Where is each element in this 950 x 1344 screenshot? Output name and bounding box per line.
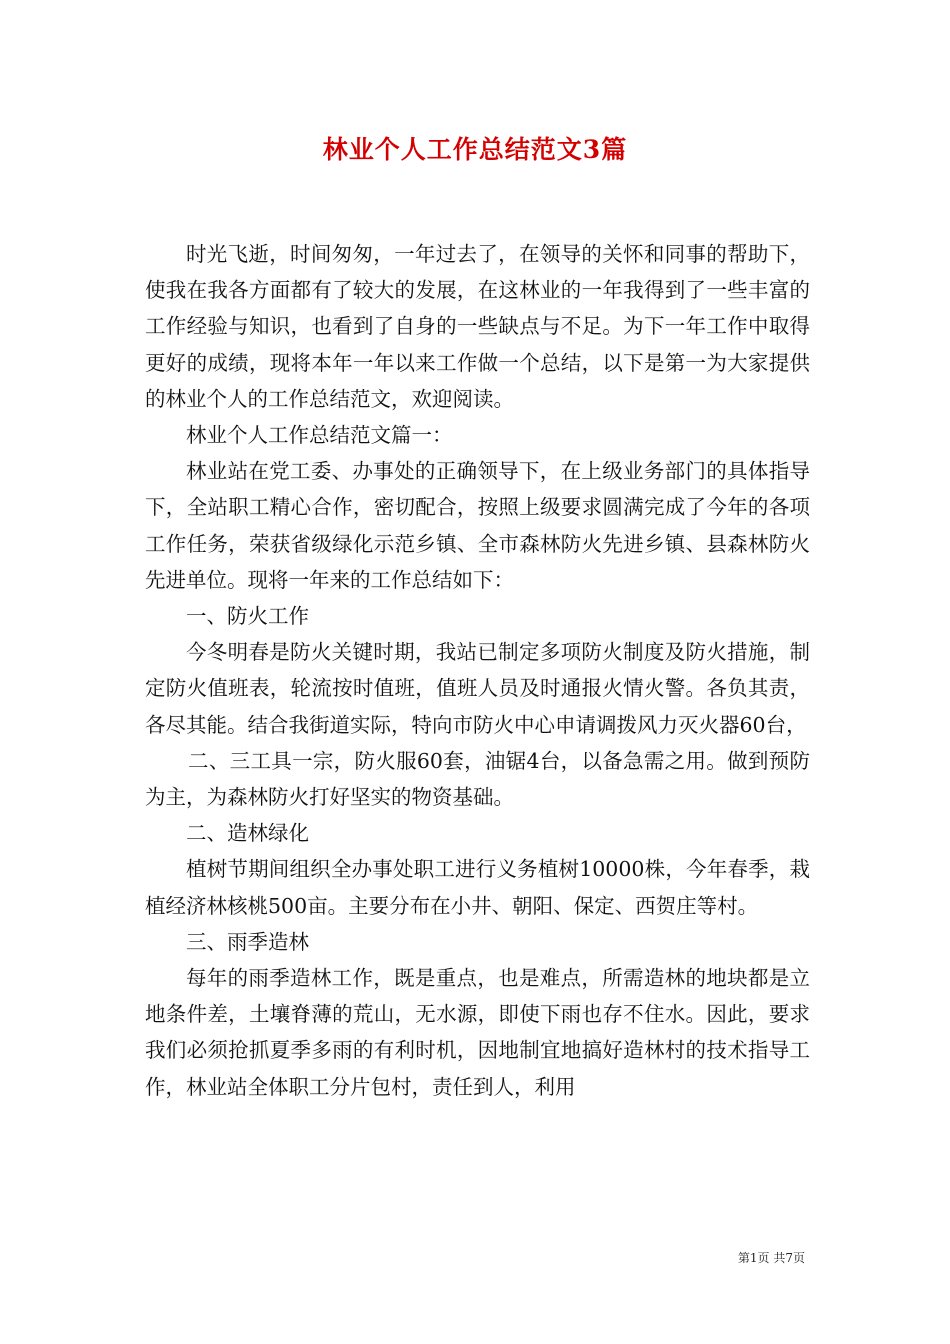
page-number: 第1页 共7页 xyxy=(737,1251,805,1265)
document-body xyxy=(145,236,810,1105)
fire-equipment-paragraph: 二、三工具一宗，防火服60套，油锯4台，以备急需之用。做到预防为主，为森林防火打好坚实的物资基础。 xyxy=(145,748,810,810)
heading-rainy-season: 三、雨季造林 xyxy=(186,929,309,954)
heading-fire-prevention: 一、防火工作 xyxy=(186,604,309,629)
afforestation-paragraph: 植树节期间组织全办事处职工进行义务植树10000株，今年春季，栽植经济林核桃500亩。主要分布在小井、朝阳、保定、西贺庄等村。 xyxy=(145,857,810,918)
overview-paragraph: 林业站在党工委、办事处的正确领导下，在上级业务部门的具体指导下，全站职工精心合作，密切配合，按照上级要求圆满完成了今年的各项工作任务，荣获省级绿化示范乡镇、全市森林防火先进乡镇、县森林防火先进单位。现将一年来的工作总结如下： xyxy=(145,459,810,592)
section-heading-part-one: 林业个人工作总结范文篇一： xyxy=(186,423,453,448)
fire-prevention-paragraph: 今冬明春是防火关键时期，我站已制定多项防火制度及防火措施，制定防火值班表，轮流按时值班，值班人员及时通报火情火警。各负其责，各尽其能。结合我街道实际，特向市防火中心申请调拨风力灭火器60台， xyxy=(145,640,810,737)
rainy-season-paragraph: 每年的雨季造林工作，既是重点，也是难点，所需造林的地块都是立地条件差，土壤脊薄的荒山，无水源，即使下雨也存不住水。因此，要求我们必须抢抓夏季多雨的有利时机，因地制宜地搞好造林村的技术指导工作，林业站全体职工分片包村，责任到人，利用 xyxy=(145,966,810,1099)
heading-afforestation: 二、造林绿化 xyxy=(186,821,309,846)
document-title: 林业个人工作总结范文3篇 xyxy=(322,135,628,164)
intro-paragraph: 时光飞逝，时间匆匆，一年过去了，在领导的关怀和同事的帮助下，使我在我各方面都有了较大的发展，在这林业的一年我得到了一些丰富的工作经验与知识，也看到了自身的一些缺点与不足。为下一年工作中取得更好的成绩，现将本年一年以来工作做一个总结，以下是第一为大家提供的林业个人的工作总结范文，欢迎阅读。 xyxy=(145,242,810,411)
